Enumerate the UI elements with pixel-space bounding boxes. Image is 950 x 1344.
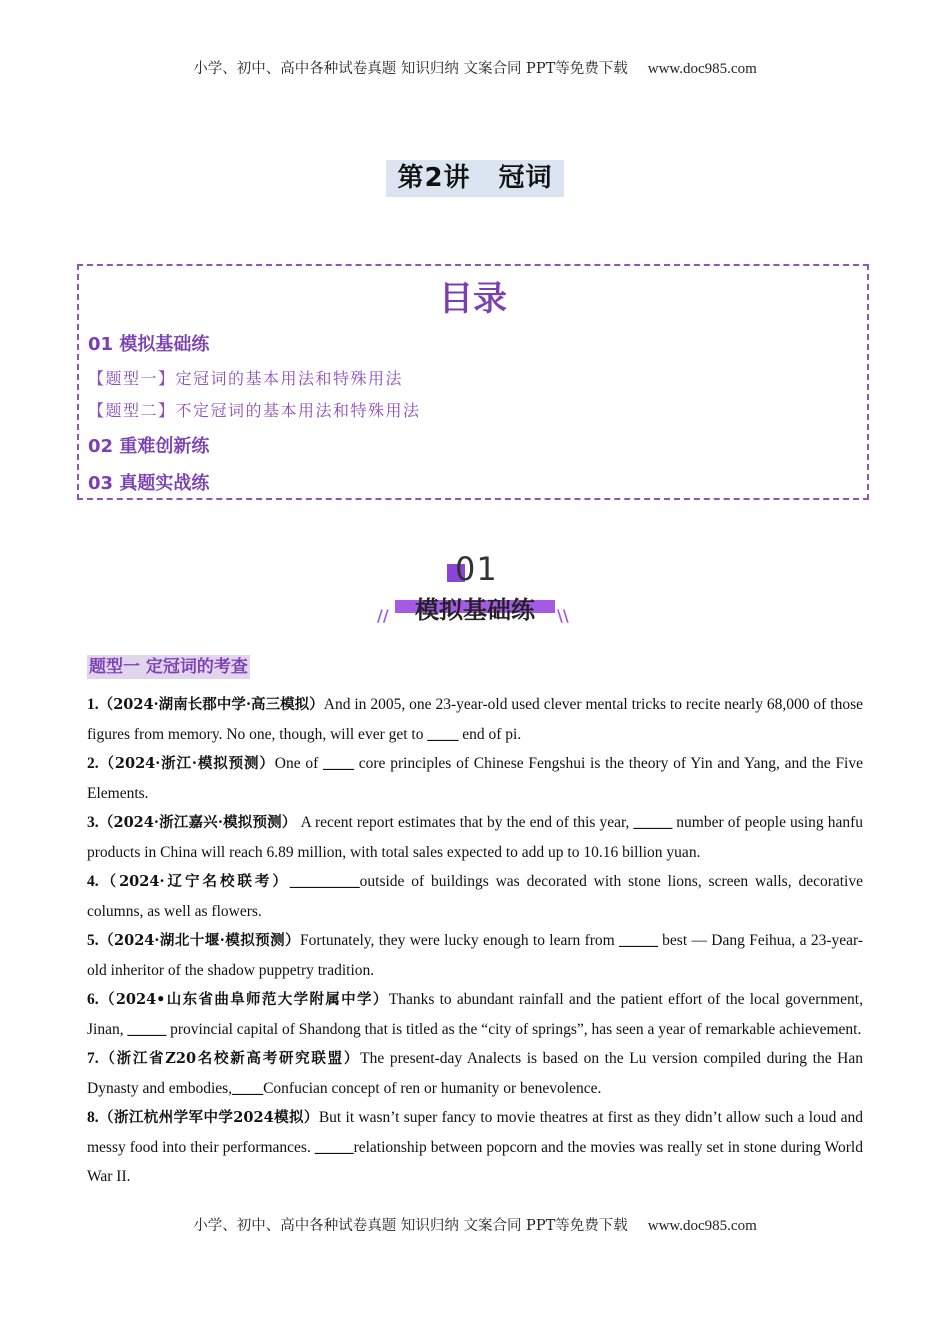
section-number: 01 (455, 550, 498, 588)
header-url[interactable]: www.doc985.com (647, 61, 757, 77)
question-8: 8.（浙江杭州学军中学2024模拟）But it wasn’t super fancy to movie theatres at first as they didn’t allow such a loud and messy food into their performances. _____relationship between popcorn and the movies was really set in stone during World War II. (87, 1109, 863, 1185)
toc-item-01[interactable]: 01 模拟基础练 (88, 334, 210, 355)
answer-blank: ____ (323, 755, 355, 772)
slash-right-decoration: \\ (557, 606, 569, 625)
question-list (87, 690, 863, 1192)
table-of-contents (77, 264, 869, 500)
slash-left-decoration: // (377, 606, 389, 625)
toc-title: 目录 (439, 279, 507, 319)
question-3: 3.（2024·浙江嘉兴·模拟预测） A recent report estimates that by the end of this year, _____ number of people using hanfu products in China will reach 6.89 million, with total sales expected to add up to 10.16 billion yuan. (87, 814, 863, 861)
question-1: 1.（2024·湖南长郡中学·高三模拟）And in 2005, one 23-year-old used clever mental tricks to recite nearly 68,000 of those figures from memory. No one, though, will ever get to ____ end of pi. (87, 696, 863, 743)
section-label: 模拟基础练 (415, 596, 535, 624)
question-5: 5.（2024·湖北十堰·模拟预测）Fortunately, they were lucky enough to learn from _____ best — Dang Feihua, a 23-year-old inheritor of the shadow puppetry tradition. (87, 932, 863, 979)
toc-item-type1[interactable]: 【题型一】定冠词的基本用法和特殊用法 (88, 369, 404, 388)
lesson-title (386, 160, 564, 197)
toc-item-type2[interactable]: 【题型二】不定冠词的基本用法和特殊用法 (88, 401, 421, 420)
section-badge (375, 548, 575, 628)
question-type-heading: 题型一 定冠词的考查 (89, 657, 248, 677)
question-7: 7.（浙江省Z20名校新高考研究联盟）The present-day Analects is based on the Lu version compiled during the Han Dynasty and embodies,____Confucian concept of ren or humanity or benevolence. (87, 1050, 864, 1097)
answer-blank: ____ (427, 725, 459, 743)
answer-blank: _____ (633, 814, 673, 831)
question-6: 6.（2024•山东省曲阜师范大学附属中学）Thanks to abundant rainfall and the patient effort of the local government, Jinan, _____ provincial capital of Shandong that is titled as the “city of springs”, has seen a year of remarkable achievement. (87, 991, 863, 1038)
toc-item-03[interactable]: 03 真题实战练 (88, 473, 210, 494)
page-footer (0, 1214, 950, 1235)
question-2: 2.（2024·浙江·模拟预测）One of ____ core principles of Chinese Fengshui is the theory of Yin and Yang, and the Five Elements. (87, 755, 863, 802)
answer-blank: _____ (314, 1138, 354, 1156)
answer-blank: _____ (127, 1020, 167, 1038)
page-header (0, 57, 950, 78)
lesson-number: 第2讲 (397, 163, 471, 193)
footer-text: 小学、初中、高中各种试卷真题 知识归纳 文案合同 PPT等免费下载 (193, 1218, 628, 1234)
footer-url[interactable]: www.doc985.com (647, 1218, 757, 1234)
header-text: 小学、初中、高中各种试卷真题 知识归纳 文案合同 PPT等免费下载 (193, 61, 628, 77)
answer-blank: _____ (619, 932, 658, 949)
toc-item-02[interactable]: 02 重难创新练 (88, 436, 210, 457)
question-4: 4.（2024·辽宁名校联考）_________outside of buildings was decorated with stone lions, screen walls, decorative columns, as well as flowers. (87, 873, 863, 920)
lesson-topic: 冠词 (498, 163, 553, 193)
answer-blank: _________ (289, 873, 360, 890)
answer-blank: ____ (232, 1079, 264, 1097)
